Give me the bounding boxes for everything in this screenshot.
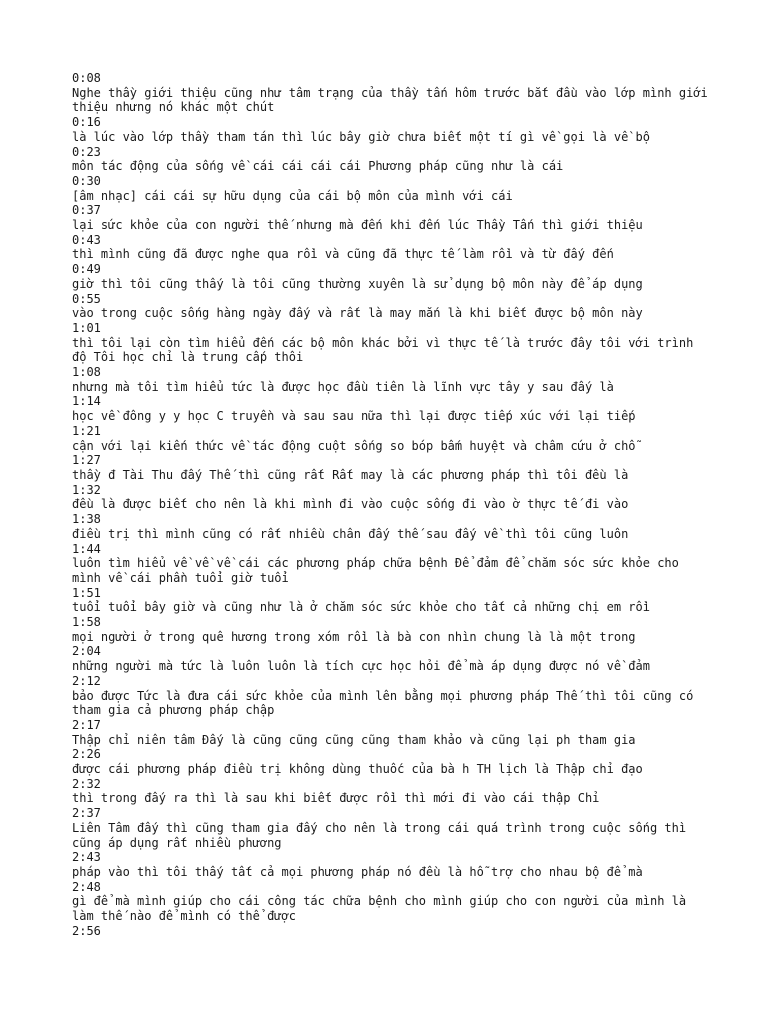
- transcript-line: vào trong cuộc sống hàng ngày đấy và rất là may mắn là khi biết được bộ môn này: [72, 306, 643, 321]
- transcript-entry: [72, 321, 712, 365]
- transcript-entry: [72, 747, 712, 776]
- transcript-line: gì để mà mình giúp cho cái công tác chữa bệnh cho mình giúp cho con người của mình là làm thế nào để mình có thể được: [72, 894, 694, 924]
- timestamp: 1:01: [72, 320, 101, 335]
- transcript-entry: [72, 483, 712, 512]
- transcript-line: thì mình cũng đã được nghe qua rồi và cũng đã thực tế làm rồi và từ đấy đến: [72, 247, 614, 262]
- timestamp: 0:30: [72, 173, 101, 188]
- transcript-line: giờ thì tôi cũng thấy là tôi cũng thường xuyên là sử dụng bộ môn này để áp dụng: [72, 276, 643, 291]
- timestamp: 1:32: [72, 482, 101, 497]
- transcript-entry: [72, 292, 712, 321]
- transcript-entry: [72, 145, 712, 174]
- timestamp: 2:04: [72, 644, 101, 659]
- transcript-line: thì tôi lại còn tìm hiểu đến các bộ môn khác bởi vì thực tế là trước đây tôi với trình độ Tôi học chỉ là trung cấp thôi: [72, 335, 701, 365]
- transcript-entry: [72, 644, 712, 673]
- transcript-entry: [72, 924, 712, 939]
- timestamp: 2:56: [72, 923, 101, 938]
- transcript-line: đều là được biết cho nên là khi mình đi vào cuộc sống đi vào ờ thực tế đi vào: [72, 497, 629, 512]
- transcript-line: mọi người ở trong quê hương trong xóm rồi là bà con nhìn chung là là một trong: [72, 629, 636, 644]
- transcript-entry: [72, 512, 712, 541]
- timestamp: 1:44: [72, 541, 101, 556]
- timestamp: 1:27: [72, 453, 101, 468]
- transcript-line: cận với lại kiến thức về tác động cuột sống so bóp bấm huyệt và châm cứu ở chỗ: [72, 438, 636, 453]
- transcript-line: tuổi tuổi bây giờ và cũng như là ở chăm sóc sức khỏe cho tất cả những chị em rồi: [72, 600, 650, 615]
- timestamp: 2:17: [72, 717, 101, 732]
- transcript-line: những người mà tức là luôn luôn là tích cực học hỏi để mà áp dụng được nó về đảm: [72, 659, 650, 674]
- timestamp: 2:37: [72, 806, 101, 821]
- transcript-entry: [72, 394, 712, 423]
- timestamp: 0:49: [72, 262, 101, 277]
- transcript-entry: [72, 586, 712, 615]
- timestamp: 0:08: [72, 71, 101, 85]
- transcript-line: điều trị thì mình cũng có rất nhiều chân đấy thế sau đấy về thì tôi cũng luôn: [72, 526, 629, 541]
- timestamp: 1:38: [72, 512, 101, 527]
- transcript-entry: [72, 615, 712, 644]
- transcript-entry: [72, 674, 712, 718]
- transcript-entry: [72, 806, 712, 850]
- transcript-line: nhưng mà tôi tìm hiểu tức là được học đầu tiên là lĩnh vực tây y sau đấy là: [72, 379, 614, 394]
- transcript-entry: [72, 174, 712, 203]
- timestamp: 1:58: [72, 615, 101, 630]
- timestamp: 2:48: [72, 879, 101, 894]
- timestamp: 2:12: [72, 673, 101, 688]
- transcript-entry: [72, 453, 712, 482]
- transcript-entry: [72, 115, 712, 144]
- transcript: [72, 71, 715, 938]
- transcript-line: Nghe thầy giới thiệu cũng như tâm trạng của thầy tấn hôm trước bắt đầu vào lớp mình giới thiệu nhưng nó khác một chút: [72, 85, 715, 115]
- transcript-line: được cái phương pháp điều trị không dùng thuốc của bà h TH lịch là Thập chỉ đạo: [72, 762, 643, 777]
- transcript-entry: [72, 880, 712, 924]
- timestamp: 1:21: [72, 423, 101, 438]
- transcript-line: luôn tìm hiểu về về về cái các phương pháp chữa bệnh Để đảm để chăm sóc sức khỏe cho mình về cái phần tuổi giờ tuổi: [72, 556, 687, 585]
- transcript-line: là lúc vào lớp thầy tham tán thì lúc bây giờ chưa biết một tí gì về gọi là về bộ: [72, 129, 650, 144]
- timestamp: 0:16: [72, 115, 101, 130]
- timestamp: 0:23: [72, 144, 101, 159]
- transcript-line: bảo được Tức là đưa cái sức khỏe của mình lên bằng mọi phương pháp Thế thì tôi cũng có tham gia cả phương pháp chập: [72, 688, 701, 718]
- transcript-line: pháp vào thì tôi thấy tất cả mọi phương pháp nó đều là hỗ trợ cho nhau bộ để mà: [72, 864, 643, 879]
- transcript-line: lại sức khỏe của con người thế nhưng mà đến khi đến lúc Thầy Tấn thì giới thiệu: [72, 218, 643, 233]
- transcript-entry: [72, 850, 712, 879]
- timestamp: 1:14: [72, 394, 101, 409]
- timestamp: 1:51: [72, 585, 101, 600]
- timestamp: 0:37: [72, 203, 101, 218]
- transcript-entry: [72, 542, 712, 586]
- transcript-line: thì trong đấy ra thì là sau khi biết được rồi thì mới đi vào cái thập Chỉ: [72, 791, 600, 806]
- timestamp: 2:43: [72, 850, 101, 865]
- transcript-line: Liên Tâm đấy thì cũng tham gia đấy cho nên là trong cái quá trình trong cuộc sống thì cũng áp dụng rất nhiều phương: [72, 820, 694, 850]
- transcript-entry: [72, 365, 712, 394]
- timestamp: 2:32: [72, 776, 101, 791]
- transcript-line: học về đông y y học C truyền và sau sau nữa thì lại được tiếp xúc với lại tiếp: [72, 409, 636, 424]
- transcript-line: môn tác động của sống về cái cái cái cái Phương pháp cũng như là cái: [72, 159, 564, 174]
- timestamp: 0:55: [72, 291, 101, 306]
- transcript-line: thầy đ Tài Thu đấy Thế thì cũng rất Rất may là các phương pháp thì tôi đều là: [72, 467, 629, 482]
- transcript-line: [âm nhạc] cái cái sự hữu dụng của cái bộ môn của mình với cái: [72, 188, 513, 203]
- transcript-entry: [72, 718, 712, 747]
- transcript-entry: [72, 777, 712, 806]
- transcript-entry: [72, 233, 712, 262]
- timestamp: 2:26: [72, 747, 101, 762]
- timestamp: 1:08: [72, 365, 101, 380]
- transcript-entry: [72, 424, 712, 453]
- transcript-entry: [72, 203, 712, 232]
- transcript-line: Thập chỉ niên tâm Đấy là cũng cũng cũng cũng tham khảo và cũng lại ph tham gia: [72, 732, 636, 747]
- transcript-entry: [72, 71, 715, 115]
- timestamp: 0:43: [72, 232, 101, 247]
- transcript-entry: [72, 262, 712, 291]
